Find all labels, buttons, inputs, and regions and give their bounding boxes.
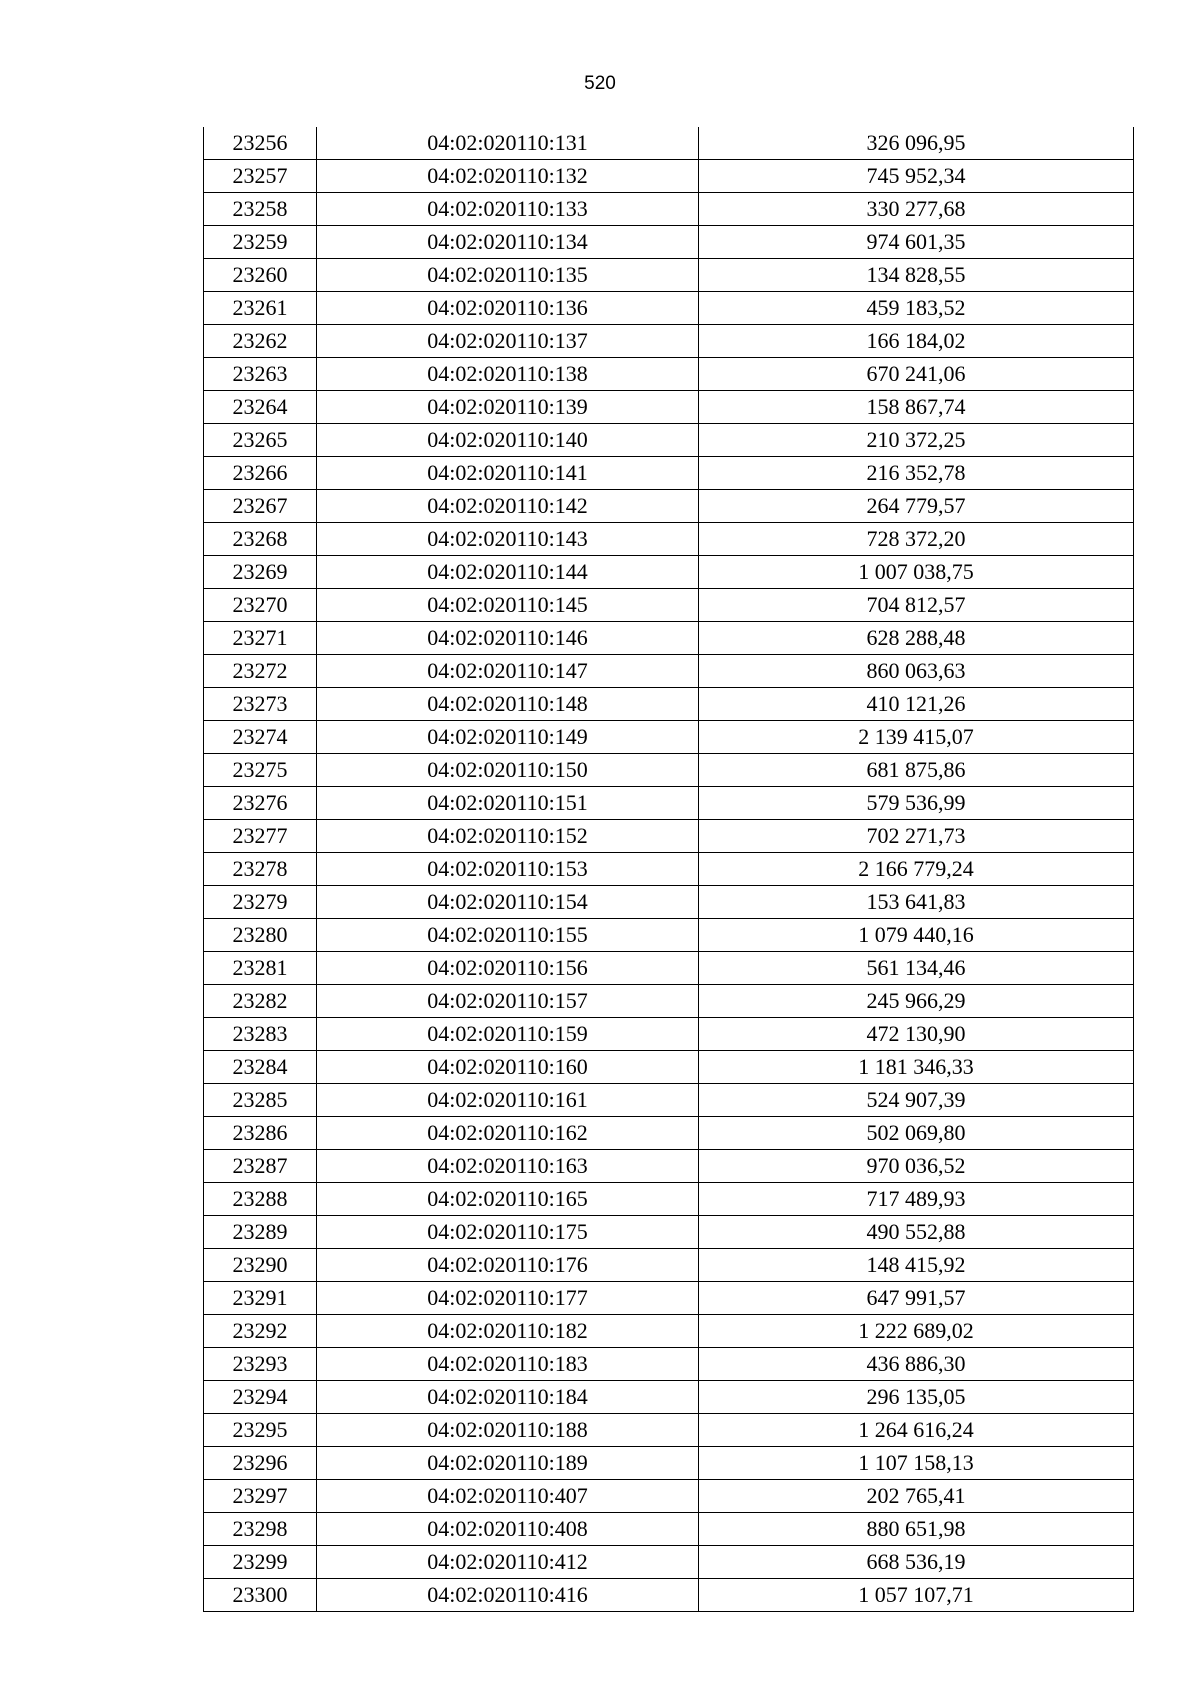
cadastral-number-cell: 04:02:020110:159 <box>317 1018 699 1051</box>
table-row <box>204 952 1134 985</box>
cadastral-number-cell: 04:02:020110:176 <box>317 1249 699 1282</box>
row-number-cell: 23293 <box>204 1348 317 1381</box>
cadastral-number-cell: 04:02:020110:134 <box>317 226 699 259</box>
value-cell: 490 552,88 <box>699 1216 1134 1249</box>
table-row <box>204 490 1134 523</box>
row-number-cell: 23284 <box>204 1051 317 1084</box>
row-number-cell: 23274 <box>204 721 317 754</box>
value-cell: 1 181 346,33 <box>699 1051 1134 1084</box>
cadastral-number-cell: 04:02:020110:131 <box>317 127 699 160</box>
value-cell: 148 415,92 <box>699 1249 1134 1282</box>
table-row <box>204 292 1134 325</box>
row-number-cell: 23279 <box>204 886 317 919</box>
table-row <box>204 1249 1134 1282</box>
value-cell: 153 641,83 <box>699 886 1134 919</box>
row-number-cell: 23262 <box>204 325 317 358</box>
row-number-cell: 23288 <box>204 1183 317 1216</box>
cadastral-number-cell: 04:02:020110:147 <box>317 655 699 688</box>
cadastral-number-cell: 04:02:020110:160 <box>317 1051 699 1084</box>
row-number-cell: 23280 <box>204 919 317 952</box>
row-number-cell: 23261 <box>204 292 317 325</box>
row-number-cell: 23295 <box>204 1414 317 1447</box>
cadastral-number-cell: 04:02:020110:156 <box>317 952 699 985</box>
cadastral-number-cell: 04:02:020110:133 <box>317 193 699 226</box>
value-cell: 579 536,99 <box>699 787 1134 820</box>
cadastral-number-cell: 04:02:020110:132 <box>317 160 699 193</box>
cadastral-number-cell: 04:02:020110:152 <box>317 820 699 853</box>
cadastral-number-cell: 04:02:020110:137 <box>317 325 699 358</box>
row-number-cell: 23292 <box>204 1315 317 1348</box>
value-cell: 880 651,98 <box>699 1513 1134 1546</box>
value-cell: 459 183,52 <box>699 292 1134 325</box>
row-number-cell: 23277 <box>204 820 317 853</box>
table-row <box>204 688 1134 721</box>
value-cell: 1 007 038,75 <box>699 556 1134 589</box>
value-cell: 472 130,90 <box>699 1018 1134 1051</box>
cadastral-number-cell: 04:02:020110:145 <box>317 589 699 622</box>
cadastral-number-cell: 04:02:020110:175 <box>317 1216 699 1249</box>
table-row <box>204 1216 1134 1249</box>
cadastral-number-cell: 04:02:020110:161 <box>317 1084 699 1117</box>
value-cell: 561 134,46 <box>699 952 1134 985</box>
row-number-cell: 23298 <box>204 1513 317 1546</box>
row-number-cell: 23294 <box>204 1381 317 1414</box>
value-cell: 970 036,52 <box>699 1150 1134 1183</box>
table-row <box>204 226 1134 259</box>
value-cell: 1 057 107,71 <box>699 1579 1134 1612</box>
value-cell: 524 907,39 <box>699 1084 1134 1117</box>
row-number-cell: 23281 <box>204 952 317 985</box>
row-number-cell: 23269 <box>204 556 317 589</box>
value-cell: 2 166 779,24 <box>699 853 1134 886</box>
table-body <box>204 127 1134 1612</box>
value-cell: 647 991,57 <box>699 1282 1134 1315</box>
page-number: 520 <box>584 73 616 94</box>
table-row <box>204 325 1134 358</box>
table-row <box>204 1447 1134 1480</box>
table-row <box>204 1282 1134 1315</box>
table-row <box>204 160 1134 193</box>
cadastral-number-cell: 04:02:020110:165 <box>317 1183 699 1216</box>
cadastral-number-cell: 04:02:020110:144 <box>317 556 699 589</box>
row-number-cell: 23297 <box>204 1480 317 1513</box>
table-row <box>204 1051 1134 1084</box>
cadastral-number-cell: 04:02:020110:416 <box>317 1579 699 1612</box>
row-number-cell: 23291 <box>204 1282 317 1315</box>
row-number-cell: 23258 <box>204 193 317 226</box>
cadastral-number-cell: 04:02:020110:163 <box>317 1150 699 1183</box>
row-number-cell: 23256 <box>204 127 317 160</box>
table-row <box>204 1579 1134 1612</box>
table-row <box>204 1480 1134 1513</box>
table-row <box>204 424 1134 457</box>
value-cell: 158 867,74 <box>699 391 1134 424</box>
table-row <box>204 1084 1134 1117</box>
cadastral-number-cell: 04:02:020110:149 <box>317 721 699 754</box>
table-row <box>204 820 1134 853</box>
table-row <box>204 721 1134 754</box>
cadastral-number-cell: 04:02:020110:157 <box>317 985 699 1018</box>
row-number-cell: 23273 <box>204 688 317 721</box>
cadastral-number-cell: 04:02:020110:188 <box>317 1414 699 1447</box>
value-cell: 681 875,86 <box>699 754 1134 787</box>
value-cell: 628 288,48 <box>699 622 1134 655</box>
value-cell: 202 765,41 <box>699 1480 1134 1513</box>
row-number-cell: 23282 <box>204 985 317 1018</box>
row-number-cell: 23300 <box>204 1579 317 1612</box>
cadastral-number-cell: 04:02:020110:150 <box>317 754 699 787</box>
cadastral-number-cell: 04:02:020110:162 <box>317 1117 699 1150</box>
value-cell: 245 966,29 <box>699 985 1134 1018</box>
row-number-cell: 23283 <box>204 1018 317 1051</box>
table-row <box>204 556 1134 589</box>
table-row <box>204 358 1134 391</box>
row-number-cell: 23285 <box>204 1084 317 1117</box>
cadastral-number-cell: 04:02:020110:184 <box>317 1381 699 1414</box>
cadastral-number-cell: 04:02:020110:407 <box>317 1480 699 1513</box>
row-number-cell: 23299 <box>204 1546 317 1579</box>
value-cell: 745 952,34 <box>699 160 1134 193</box>
value-cell: 1 079 440,16 <box>699 919 1134 952</box>
cadastral-number-cell: 04:02:020110:189 <box>317 1447 699 1480</box>
table-row <box>204 787 1134 820</box>
cadastral-number-cell: 04:02:020110:155 <box>317 919 699 952</box>
table-row <box>204 919 1134 952</box>
row-number-cell: 23286 <box>204 1117 317 1150</box>
value-cell: 974 601,35 <box>699 226 1134 259</box>
table-row <box>204 853 1134 886</box>
value-cell: 1 107 158,13 <box>699 1447 1134 1480</box>
cadastral-number-cell: 04:02:020110:141 <box>317 457 699 490</box>
row-number-cell: 23270 <box>204 589 317 622</box>
cadastral-number-cell: 04:02:020110:135 <box>317 259 699 292</box>
value-cell: 330 277,68 <box>699 193 1134 226</box>
cadastral-number-cell: 04:02:020110:412 <box>317 1546 699 1579</box>
cadastral-number-cell: 04:02:020110:408 <box>317 1513 699 1546</box>
table-row <box>204 259 1134 292</box>
value-cell: 264 779,57 <box>699 490 1134 523</box>
table-row <box>204 589 1134 622</box>
value-cell: 166 184,02 <box>699 325 1134 358</box>
cadastral-number-cell: 04:02:020110:177 <box>317 1282 699 1315</box>
value-cell: 670 241,06 <box>699 358 1134 391</box>
table-row <box>204 1018 1134 1051</box>
value-cell: 1 264 616,24 <box>699 1414 1134 1447</box>
row-number-cell: 23260 <box>204 259 317 292</box>
row-number-cell: 23276 <box>204 787 317 820</box>
row-number-cell: 23259 <box>204 226 317 259</box>
table-row <box>204 1546 1134 1579</box>
value-cell: 436 886,30 <box>699 1348 1134 1381</box>
value-cell: 717 489,93 <box>699 1183 1134 1216</box>
value-cell: 410 121,26 <box>699 688 1134 721</box>
table-row <box>204 193 1134 226</box>
value-cell: 296 135,05 <box>699 1381 1134 1414</box>
cadastral-number-cell: 04:02:020110:151 <box>317 787 699 820</box>
row-number-cell: 23267 <box>204 490 317 523</box>
row-number-cell: 23265 <box>204 424 317 457</box>
cadastral-number-cell: 04:02:020110:138 <box>317 358 699 391</box>
row-number-cell: 23275 <box>204 754 317 787</box>
table-row <box>204 391 1134 424</box>
cadastral-number-cell: 04:02:020110:182 <box>317 1315 699 1348</box>
row-number-cell: 23264 <box>204 391 317 424</box>
value-cell: 2 139 415,07 <box>699 721 1134 754</box>
cadastral-number-cell: 04:02:020110:153 <box>317 853 699 886</box>
cadastral-number-cell: 04:02:020110:142 <box>317 490 699 523</box>
row-number-cell: 23289 <box>204 1216 317 1249</box>
value-cell: 134 828,55 <box>699 259 1134 292</box>
table-row <box>204 886 1134 919</box>
row-number-cell: 23263 <box>204 358 317 391</box>
row-number-cell: 23268 <box>204 523 317 556</box>
value-cell: 702 271,73 <box>699 820 1134 853</box>
row-number-cell: 23257 <box>204 160 317 193</box>
value-cell: 860 063,63 <box>699 655 1134 688</box>
row-number-cell: 23266 <box>204 457 317 490</box>
cadastral-number-cell: 04:02:020110:154 <box>317 886 699 919</box>
value-cell: 210 372,25 <box>699 424 1134 457</box>
row-number-cell: 23278 <box>204 853 317 886</box>
table-row <box>204 523 1134 556</box>
cadastral-number-cell: 04:02:020110:139 <box>317 391 699 424</box>
table-row <box>204 655 1134 688</box>
table-row <box>204 1117 1134 1150</box>
cadastral-number-cell: 04:02:020110:148 <box>317 688 699 721</box>
value-cell: 326 096,95 <box>699 127 1134 160</box>
row-number-cell: 23287 <box>204 1150 317 1183</box>
value-cell: 668 536,19 <box>699 1546 1134 1579</box>
table-row <box>204 985 1134 1018</box>
table-row <box>204 622 1134 655</box>
table-row <box>204 1414 1134 1447</box>
cadastral-number-cell: 04:02:020110:183 <box>317 1348 699 1381</box>
data-table-container <box>203 127 1133 1612</box>
table-row <box>204 754 1134 787</box>
table-row <box>204 127 1134 160</box>
value-cell: 704 812,57 <box>699 589 1134 622</box>
row-number-cell: 23290 <box>204 1249 317 1282</box>
table-row <box>204 1183 1134 1216</box>
value-cell: 502 069,80 <box>699 1117 1134 1150</box>
cadastral-number-cell: 04:02:020110:140 <box>317 424 699 457</box>
row-number-cell: 23272 <box>204 655 317 688</box>
cadastral-value-table <box>203 127 1134 1612</box>
row-number-cell: 23296 <box>204 1447 317 1480</box>
table-row <box>204 1150 1134 1183</box>
cadastral-number-cell: 04:02:020110:143 <box>317 523 699 556</box>
value-cell: 216 352,78 <box>699 457 1134 490</box>
row-number-cell: 23271 <box>204 622 317 655</box>
table-row <box>204 1348 1134 1381</box>
cadastral-number-cell: 04:02:020110:136 <box>317 292 699 325</box>
table-row <box>204 1315 1134 1348</box>
cadastral-number-cell: 04:02:020110:146 <box>317 622 699 655</box>
value-cell: 728 372,20 <box>699 523 1134 556</box>
table-row <box>204 457 1134 490</box>
table-row <box>204 1513 1134 1546</box>
table-row <box>204 1381 1134 1414</box>
value-cell: 1 222 689,02 <box>699 1315 1134 1348</box>
